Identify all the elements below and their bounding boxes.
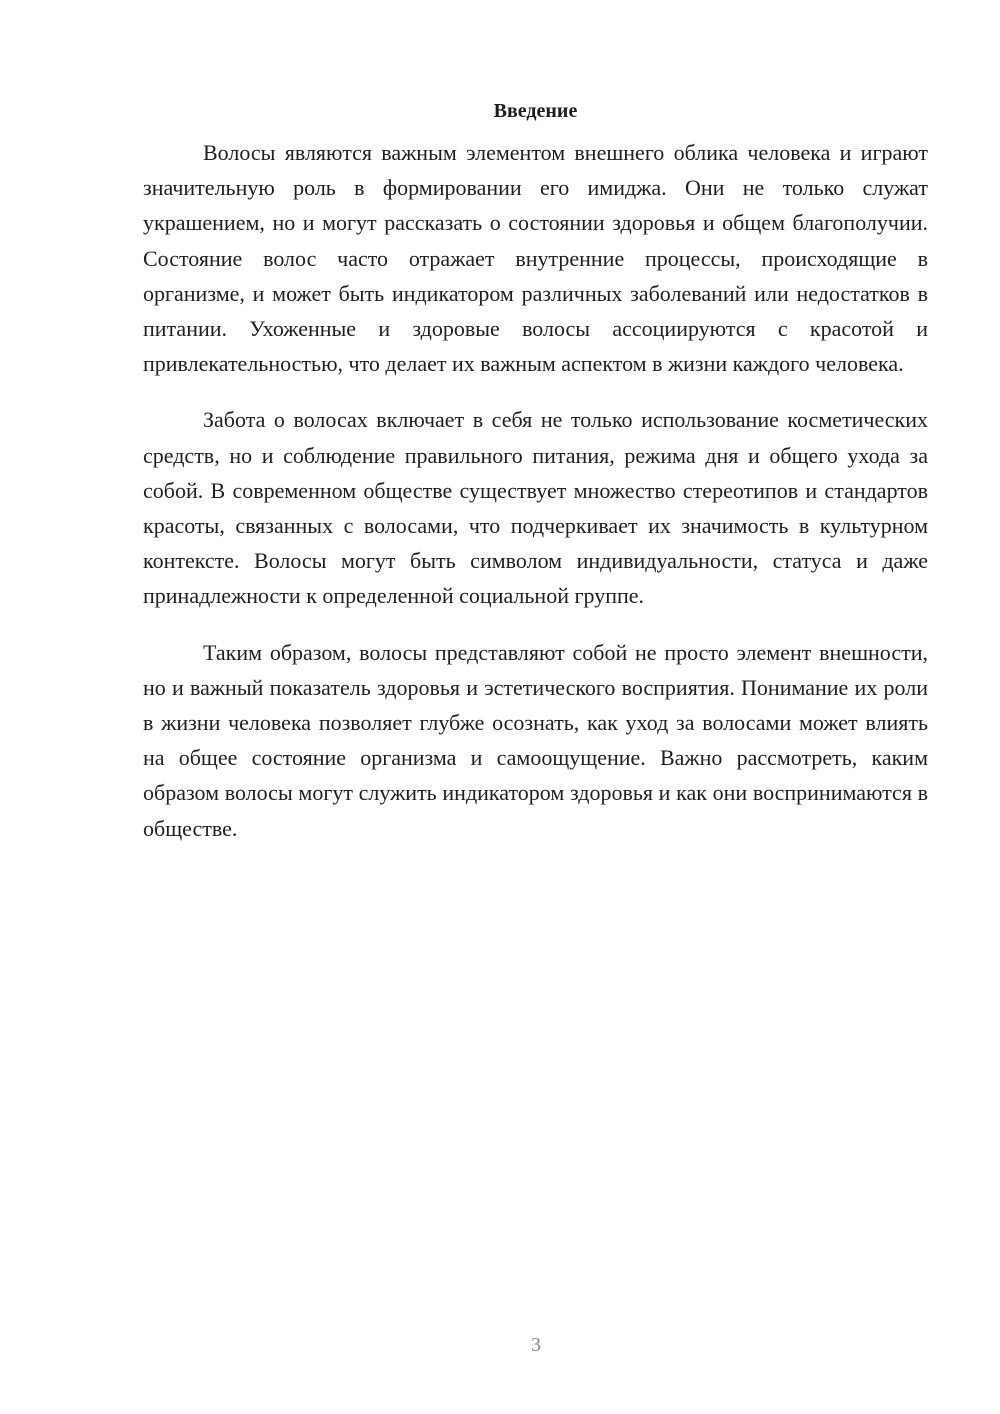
section-heading: Введение [493,100,578,122]
page-number: 3 [531,1334,541,1356]
paragraph-2: Забота о волосах включает в себя не только использование косметических средств, но и соблюдение правильного питания, режима дня и общего ухода за собой. В современном обществе существует множество стереотипов и стандартов красоты, связанных с волосами, что подчеркивает их значимость в культурном контексте. Волосы могут быть символом индивидуальности, статуса и даже принадлежности к определенной социальной группе. [143,407,928,609]
page-body [143,94,928,867]
paragraph-1: Волосы являются важным элементом внешнего облика человека и играют значительную роль в формировании его имиджа. Они не только служат украшением, но и могут рассказать о состоянии здоровья и общем благополучии. Состояние волос часто отражает внутренние процессы, происходящие в организме, и может быть индикатором различных заболеваний или недостатков в питании. Ухоженные и здоровые волосы ассоциируются с красотой и привлекательностью, что делает их важным аспектом в жизни каждого человека. [143,140,928,377]
paragraph-3: Таким образом, волосы представляют собой не просто элемент внешности, но и важный показатель здоровья и эстетического восприятия. Понимание их роли в жизни человека позволяет глубже осознать, как уход за волосами может влиять на общее состояние организма и самоощущение. Важно рассмотреть, каким образом волосы могут служить индикатором здоровья и как они воспринимаются в обществе. [143,639,928,841]
